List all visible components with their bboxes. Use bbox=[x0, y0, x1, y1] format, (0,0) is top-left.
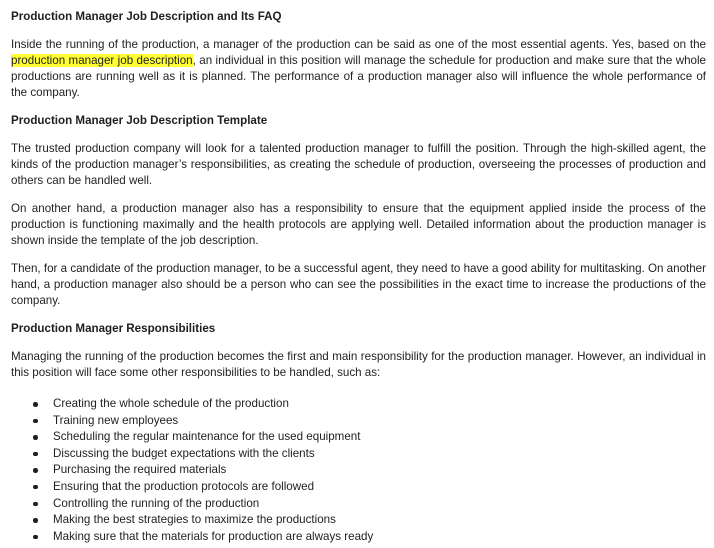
template-paragraph: On another hand, a production manager also has a responsibility to ensure that the equipment applied inside the process of the production is functioning maximally and the health protocols are applying well. Detailed information about the production manager is shown inside the template of the job description. bbox=[11, 202, 706, 247]
responsibilities-heading: Production Manager Responsibilities bbox=[11, 322, 216, 335]
document-title: Production Manager Job Description and Its FAQ bbox=[11, 10, 282, 23]
template-paragraph: The trusted production company will look for a talented production manager to fulfill the position. Through the high-skilled agent, the kinds of the production manager’s responsibilities, as creating the schedule of production, overseeing the processes of production and others can be handled well. bbox=[11, 142, 706, 187]
intro-paragraph bbox=[11, 37, 706, 101]
list-item: Scheduling the regular maintenance for the used equipment bbox=[11, 429, 706, 446]
highlighted-link-text[interactable]: production manager job description bbox=[11, 54, 193, 67]
list-item: Controlling the running of the production bbox=[11, 496, 706, 513]
list-item: Training new employees bbox=[11, 413, 706, 430]
template-paragraph: Then, for a candidate of the production manager, to be a successful agent, they need to have a good ability for multitasking. On another hand, a production manager also should be a person who can see the possibilities in the exact time to increase the productions of the company. bbox=[11, 262, 706, 307]
list-item: Creating the whole schedule of the production bbox=[11, 396, 706, 413]
responsibilities-list bbox=[11, 396, 706, 545]
template-heading: Production Manager Job Description Template bbox=[11, 114, 268, 127]
list-item: Making the best strategies to maximize the productions bbox=[11, 512, 706, 529]
list-item: Purchasing the required materials bbox=[11, 462, 706, 479]
list-item: Discussing the budget expectations with the clients bbox=[11, 446, 706, 463]
intro-text-before: Inside the running of the production, a manager of the production can be said as one of the most essential agents. Yes, based on the bbox=[11, 38, 706, 51]
intro-text-after: , an individual in this position will manage the schedule for production and make sure that the whole productions are running well as it is planned. The performance of a production manager also will influence the whole performance of the company. bbox=[11, 54, 706, 99]
list-item: Making sure that the materials for production are always ready bbox=[11, 529, 706, 546]
list-item: Ensuring that the production protocols are followed bbox=[11, 479, 706, 496]
responsibilities-intro: Managing the running of the production becomes the first and main responsibility for the production manager. However, an individual in this position will face some other responsibilities to be handled, such as: bbox=[11, 350, 706, 379]
